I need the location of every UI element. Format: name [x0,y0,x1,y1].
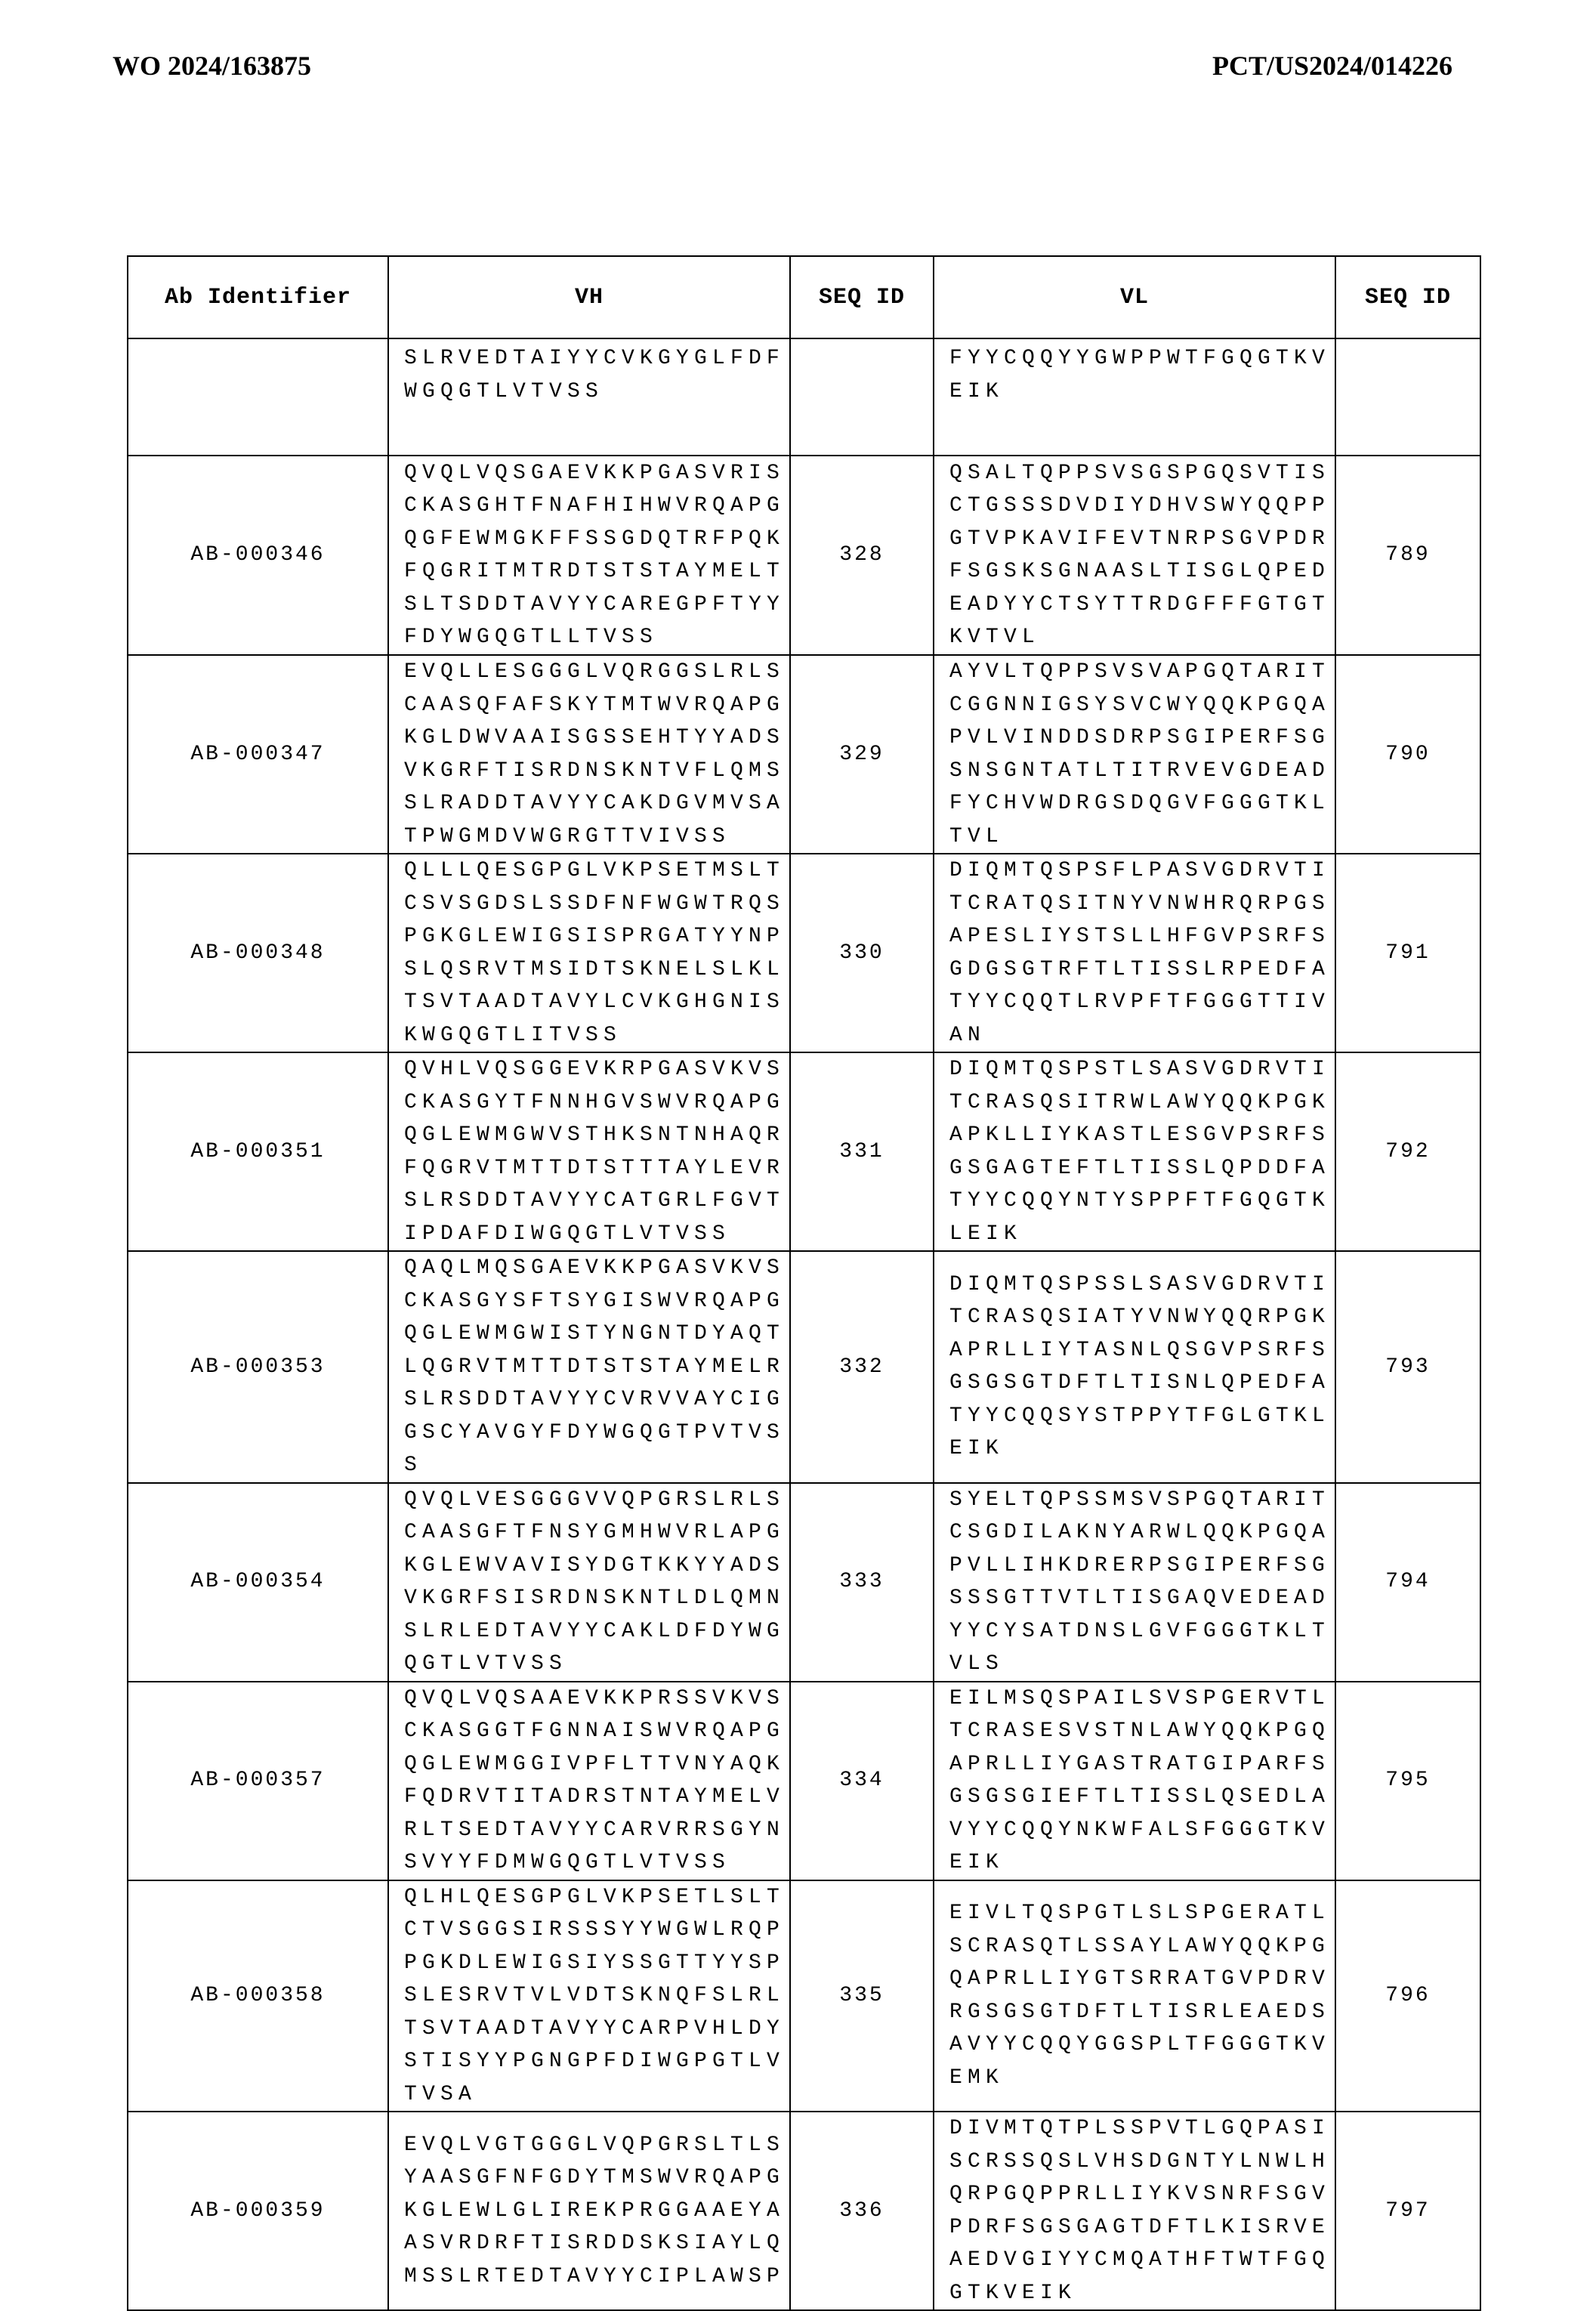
vh-sequence-cell [388,1052,790,1251]
sequence-line: TCRASQSITRWLAWYQQKPGK [949,1086,1335,1120]
table-row [128,456,1480,655]
sequence-line: QGLEWMGWVSTHKSNTNHAQR [404,1119,789,1152]
sequence-line: SLRLEDTAVYYCAKLDFDYWG [404,1615,789,1648]
vh-seq-id-cell: 329 [790,655,934,854]
sequence-line: STISYYPGNGPFDIWGPGTLV [404,2045,789,2078]
table-row [128,655,1480,854]
sequence-line: QGLEWMGGIVPFLTTVNYAQK [404,1748,789,1781]
sequence-line: GTVPKAVIFEVTNRPSGVPDR [949,523,1335,556]
vh-seq-id-cell: 333 [790,1483,934,1682]
sequence-line: GTKVEIK [949,2277,1335,2310]
vl-sequence-cell [934,655,1335,854]
sequence-line: QAPRLLIYGTSRRATGVPDRV [949,1963,1335,1996]
sequence-line: TVL [949,820,1335,854]
vl-seq-id-cell: 796 [1335,1880,1480,2112]
sequence-line: FSGSKSGNAASLTISGLQPED [949,555,1335,589]
column-header-vl-seq-id: SEQ ID [1335,256,1480,338]
sequence-line: EIK [949,1432,1335,1466]
vl-sequence-cell [934,2112,1335,2310]
vl-sequence-cell [934,456,1335,655]
sequence-line: CGGNNIGSYSVCWYQQKPGQA [949,689,1335,722]
vh-sequence-cell [388,1483,790,1682]
vl-sequence-cell [934,338,1335,456]
sequence-line: SNSGNTATLTITRVEVGDEAD [949,755,1335,788]
sequence-line: APESLIYSTSLLHFGVPSRFS [949,920,1335,953]
ab-identifier-cell: AB-000358 [128,1880,388,2112]
vh-seq-id-cell: 334 [790,1682,934,1880]
sequence-line: KGLEWLGLIREKPRGGAAEYA [404,2195,789,2228]
table-row [128,338,1480,456]
sequence-line: CSGDILAKNYARWLQQKPGQA [949,1516,1335,1549]
column-header-ab-identifier: Ab Identifier [128,256,388,338]
sequence-line: DIQMTQSPSTLSASVGDRVTI [949,1053,1335,1086]
vl-sequence-cell [934,1251,1335,1483]
sequence-line: AYVLTQPPSVSVAPGQTARIT [949,656,1335,689]
sequence-line: QLHLQESGPGLVKPSETLSLT [404,1881,789,1914]
sequence-line: AVYYCQQYGGSPLTFGGGTKV [949,2028,1335,2062]
sequence-line: SSSGTTVTLTISGAQVEDEAD [949,1582,1335,1615]
ab-identifier-cell: AB-000351 [128,1052,388,1251]
vl-sequence-cell [934,1483,1335,1682]
sequence-line: AN [949,1019,1335,1052]
sequence-line: GDGSGTRFTLTISSLRPEDFA [949,953,1335,987]
sequence-line: EILMSQSPAILSVSPGERVTL [949,1682,1335,1716]
ab-identifier-cell: AB-000347 [128,655,388,854]
vh-sequence-cell [388,1682,790,1880]
sequence-line: FQGRVTMTTDTSTTTAYLEVR [404,1152,789,1185]
sequence-line: EIVLTQSPGTLSLSPGERATL [949,1897,1335,1930]
ab-identifier-cell [128,338,388,456]
sequence-line: SLTSDDTAVYYCAREGPFTYY [404,589,789,622]
sequence-line: EMK [949,2062,1335,2095]
sequence-line: EIK [949,375,1335,409]
sequence-line: TSVTAADTAVYLCVKGHGNIS [404,986,789,1019]
sequence-line: TVSA [404,2078,789,2112]
vl-seq-id-cell: 795 [1335,1682,1480,1880]
vl-seq-id-cell: 789 [1335,456,1480,655]
sequence-line: SLRVEDTAIYYCVKGYGLFDF [404,342,789,375]
sequence-line: PGKDLEWIGSIYSSGTTYYSP [404,1947,789,1980]
sequence-line: TYYCQQSYSTPPYTFGLGTKL [949,1400,1335,1433]
sequence-line: SLESRVTVLVDTSKNQFSLRL [404,1979,789,2013]
sequence-line: TYYCQQTLRVPFTFGGGTTIV [949,986,1335,1019]
ab-identifier-cell: AB-000354 [128,1483,388,1682]
vh-seq-id-cell: 335 [790,1880,934,2112]
sequence-line: QAQLMQSGAEVKKPGASVKVS [404,1252,789,1285]
vl-sequence-cell [934,1880,1335,2112]
sequence-line: RLTSEDTAVYYCARVRRSGYN [404,1814,789,1847]
vh-sequence-cell [388,655,790,854]
vh-seq-id-cell: 330 [790,854,934,1052]
sequence-line: KGLEWVAVISYDGTKKYYADS [404,1549,789,1583]
vh-sequence-cell [388,456,790,655]
vl-seq-id-cell [1335,338,1480,456]
sequence-line: CKASGYTFNNHGVSWVRQAPG [404,1086,789,1120]
table-row [128,1682,1480,1880]
sequence-line: APKLLIYKASTLESGVPSRFS [949,1119,1335,1152]
sequence-line: AEDVGIYYCMQATHFTWTFGQ [949,2244,1335,2277]
table-row [128,2112,1480,2310]
vh-sequence-cell [388,1880,790,2112]
sequence-line: FQDRVTITADRSTNTAYMELV [404,1781,789,1814]
sequence-line: SLRSDDTAVYYCATGRLFGVT [404,1185,789,1218]
application-number: PCT/US2024/014226 [1212,50,1452,82]
column-header-vl: VL [934,256,1335,338]
vl-seq-id-cell: 791 [1335,854,1480,1052]
vl-seq-id-cell: 793 [1335,1251,1480,1483]
sequence-line: QRPGQPPRLLIYKVSNRFSGV [949,2178,1335,2211]
vh-sequence-cell [388,338,790,456]
vh-sequence-cell [388,854,790,1052]
sequence-line: QSALTQPPSVSGSPGQSVTIS [949,457,1335,490]
vh-seq-id-cell [790,338,934,456]
column-header-vh-seq-id: SEQ ID [790,256,934,338]
sequence-line: KWGQGTLITVSS [404,1019,789,1052]
table-row [128,1052,1480,1251]
sequence-line: LEIK [949,1218,1335,1251]
sequence-line: VLS [949,1648,1335,1681]
sequence-line: LQGRVTMTTDTSTSTAYMELR [404,1351,789,1384]
table-row [128,1880,1480,2112]
table-row [128,1251,1480,1483]
sequence-line: QVQLVQSAAEVKKPRSSVKVS [404,1682,789,1716]
sequence-line: DIQMTQSPSSLSASVGDRVTI [949,1268,1335,1302]
sequence-line: SVYYFDMWGQGTLVTVSS [404,1846,789,1880]
sequence-line: TCRATQSITNYVNWHRQRPGS [949,888,1335,921]
sequence-line: VKGRFSISRDNSKNTLDLQMN [404,1582,789,1615]
sequence-line: VYYCQQYNKWFALSFGGGTKV [949,1814,1335,1847]
vl-sequence-cell [934,1682,1335,1880]
sequence-line: EIK [949,1846,1335,1880]
vl-seq-id-cell: 797 [1335,2112,1480,2310]
sequence-line: EADYYCTSYTTRDGFFFGTGT [949,589,1335,622]
sequence-line: TYYCQQYNTYSPPFTFGQGTK [949,1185,1335,1218]
sequence-line: KVTVL [949,621,1335,654]
sequence-line: S [404,1449,789,1482]
sequence-line: QVQLVQSGAEVKKPGASVRIS [404,457,789,490]
sequence-line: MSSLRTEDTAVYYCIPLAWSP [404,2260,789,2294]
sequence-line: APRLLIYGASTRATGIPARFS [949,1748,1335,1781]
sequence-line: VKGRFTISRDNSKNTVFLQMS [404,755,789,788]
sequence-line: SYELTQPSSMSVSPGQTARIT [949,1484,1335,1517]
sequence-line: PDRFSGSGAGTDFTLKISRVE [949,2211,1335,2245]
vh-seq-id-cell: 336 [790,2112,934,2310]
table-header-row [128,256,1480,338]
publication-number: WO 2024/163875 [113,50,311,82]
sequence-line: SLQSRVTMSIDTSKNELSLKL [404,953,789,987]
vl-sequence-cell [934,1052,1335,1251]
sequence-line: YAASGFNFGDYTMSWVRQAPG [404,2161,789,2195]
sequence-line: GSGSGIEFTLTISSLQSEDLA [949,1781,1335,1814]
sequence-line: CAASGFTFNSYGMHWVRLAPG [404,1516,789,1549]
sequence-line: DIVMTQTPLSSPVTLGQPASI [949,2112,1335,2146]
vh-sequence-cell [388,2112,790,2310]
sequence-line: APRLLIYTASNLQSGVPSRFS [949,1334,1335,1367]
sequence-line: PGKGLEWIGSISPRGATYYNP [404,920,789,953]
sequence-line: TPWGMDVWGRGTTVIVSS [404,820,789,854]
ab-identifier-cell: AB-000348 [128,854,388,1052]
sequence-line: CKASGHTFNAFHIHWVRQAPG [404,490,789,523]
vl-seq-id-cell: 794 [1335,1483,1480,1682]
ab-identifier-cell: AB-000357 [128,1682,388,1880]
sequence-line: TSVTAADTAVYYCARPVHLDY [404,2013,789,2046]
sequence-line: PVLLIHKDRERPSGIPERFSG [949,1549,1335,1583]
sequence-line: QVHLVQSGGEVKRPGASVKVS [404,1053,789,1086]
vh-seq-id-cell: 332 [790,1251,934,1483]
sequence-line: QVQLVESGGGVVQPGRSLRLS [404,1484,789,1517]
sequence-line: GSCYAVGYFDYWGQGTPVTVS [404,1417,789,1450]
vh-seq-id-cell: 328 [790,456,934,655]
sequence-line: PVLVINDDSDRPSGIPERFSG [949,721,1335,755]
sequence-line: FYCHVWDRGSDQGVFGGGTKL [949,787,1335,820]
sequence-line: WGQGTLVTVSS [404,375,789,409]
table-row [128,1483,1480,1682]
sequence-line: DIQMTQSPSFLPASVGDRVTI [949,854,1335,888]
sequence-line: QGTLVTVSS [404,1648,789,1681]
sequence-line: ASVRDRFTISRDDSKSIAYLQ [404,2227,789,2260]
vh-seq-id-cell: 331 [790,1052,934,1251]
sequence-line: CAASQFAFSKYTMTWVRQAPG [404,689,789,722]
vl-seq-id-cell: 792 [1335,1052,1480,1251]
ab-identifier-cell: AB-000353 [128,1251,388,1483]
sequence-line: SLRADDTAVYYCAKDGVMVSA [404,787,789,820]
sequence-line: SCRSSQSLVHSDGNTYLNWLH [949,2146,1335,2179]
vl-sequence-cell [934,854,1335,1052]
ab-identifier-cell: AB-000359 [128,2112,388,2310]
sequence-line: QGLEWMGWISTYNGNTDYAQT [404,1318,789,1351]
sequence-line: CSVSGDSLSSDFNFWGWTRQS [404,888,789,921]
sequence-line: CTGSSSDVDIYDHVSWYQQPP [949,490,1335,523]
sequence-line: TCRASESVSTNLAWYQQKPGQ [949,1715,1335,1748]
antibody-sequence-table [127,255,1481,2311]
sequence-line: EVQLVGTGGGLVQPGRSLTLS [404,2129,789,2162]
vh-sequence-cell [388,1251,790,1483]
sequence-line: KGLDWVAAISGSSEHTYYADS [404,721,789,755]
sequence-line: CKASGYSFTSYGISWVRQAPG [404,1285,789,1318]
sequence-line: GSGSGTDFTLTISNLQPEDFA [949,1367,1335,1400]
sequence-line: RGSGSGTDFTLTISRLEAEDS [949,1996,1335,2029]
sequence-line: SCRASQTLSSAYLAWYQQKPG [949,1930,1335,1963]
sequence-line: FQGRITMTRDTSTSTAYMELT [404,555,789,589]
sequence-line: SLRSDDTAVYYCVRVVAYCIG [404,1383,789,1417]
table-row [128,854,1480,1052]
sequence-line: QLLLQESGPGLVKPSETMSLT [404,854,789,888]
ab-identifier-cell: AB-000346 [128,456,388,655]
vl-seq-id-cell: 790 [1335,655,1480,854]
column-header-vh: VH [388,256,790,338]
sequence-line: IPDAFDIWGQGTLVTVSS [404,1218,789,1251]
sequence-line: GSGAGTEFTLTISSLQPDDFA [949,1152,1335,1185]
sequence-line: CKASGGTFGNNAISWVRQAPG [404,1715,789,1748]
sequence-line: EVQLLESGGGLVQRGGSLRLS [404,656,789,689]
sequence-line: FDYWGQGTLLTVSS [404,621,789,654]
sequence-line: CTVSGGSIRSSSYYWGWLRQP [404,1914,789,1947]
sequence-line: TCRASQSIATYVNWYQQRPGK [949,1301,1335,1334]
sequence-line: FYYCQQYYGWPPWTFGQGTKV [949,342,1335,375]
sequence-line: YYCYSATDNSLGVFGGGTKLT [949,1615,1335,1648]
sequence-line: QGFEWMGKFFSSGDQTRFPQK [404,523,789,556]
